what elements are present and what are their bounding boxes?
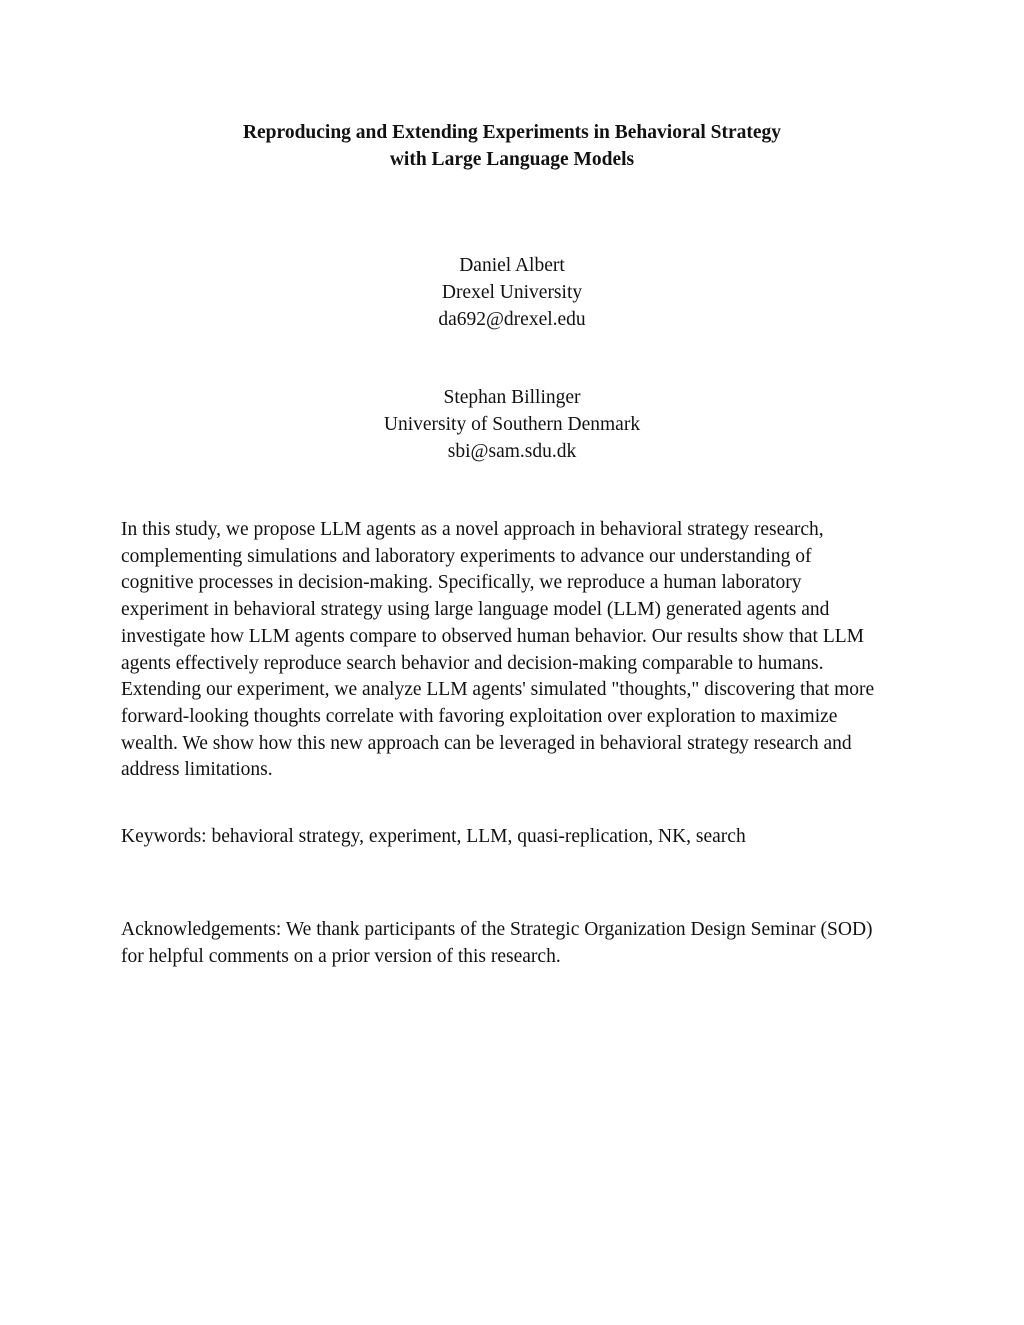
title-line: with Large Language Models — [389, 149, 635, 170]
acknowledgements-line: for helpful comments on a prior version of this research. — [121, 946, 561, 967]
abstract-line: address limitations. — [121, 759, 273, 781]
author-email: sbi@sam.sdu.dk — [447, 441, 577, 462]
paper-title — [0, 119, 1024, 173]
abstract — [121, 517, 911, 784]
abstract-line: cognitive processes in decision-making. Specifically, we reproduce a human laboratory — [121, 572, 802, 594]
abstract-line: Extending our experiment, we analyze LLM agents' simulated "thoughts," discovering that more — [121, 679, 875, 701]
abstract-line: agents effectively reproduce search behavior and decision-making comparable to humans. — [121, 652, 824, 674]
author-name: Stephan Billinger — [443, 387, 581, 408]
author-name: Daniel Albert — [459, 255, 565, 276]
author-email: da692@drexel.edu — [438, 309, 586, 330]
keywords: Keywords: behavioral strategy, experiment, LLM, quasi-replication, NK, search — [121, 826, 746, 847]
author-affiliation: University of Southern Denmark — [383, 414, 641, 435]
author-block-2 — [0, 384, 1024, 465]
abstract-line: In this study, we propose LLM agents as a novel approach in behavioral strategy research, — [121, 519, 824, 540]
acknowledgements — [121, 916, 911, 970]
abstract-line: wealth. We show how this new approach can be leveraged in behavioral strategy research and — [121, 732, 852, 754]
title-line: Reproducing and Extending Experiments in Behavioral Strategy — [242, 122, 782, 143]
abstract-line: investigate how LLM agents compare to observed human behavior. Our results show that LLM — [121, 625, 864, 647]
abstract-line: forward-looking thoughts correlate with favoring exploitation over exploration to maximize — [121, 705, 838, 727]
author-affiliation: Drexel University — [441, 282, 583, 303]
abstract-line: complementing simulations and laboratory experiments to advance our understanding of — [121, 545, 812, 567]
abstract-line: experiment in behavioral strategy using large language model (LLM) generated agents and — [121, 599, 830, 621]
acknowledgements-line: Acknowledgements: We thank participants of the Strategic Organization Design Seminar (SOD) — [121, 919, 873, 940]
author-block-1 — [0, 252, 1024, 333]
